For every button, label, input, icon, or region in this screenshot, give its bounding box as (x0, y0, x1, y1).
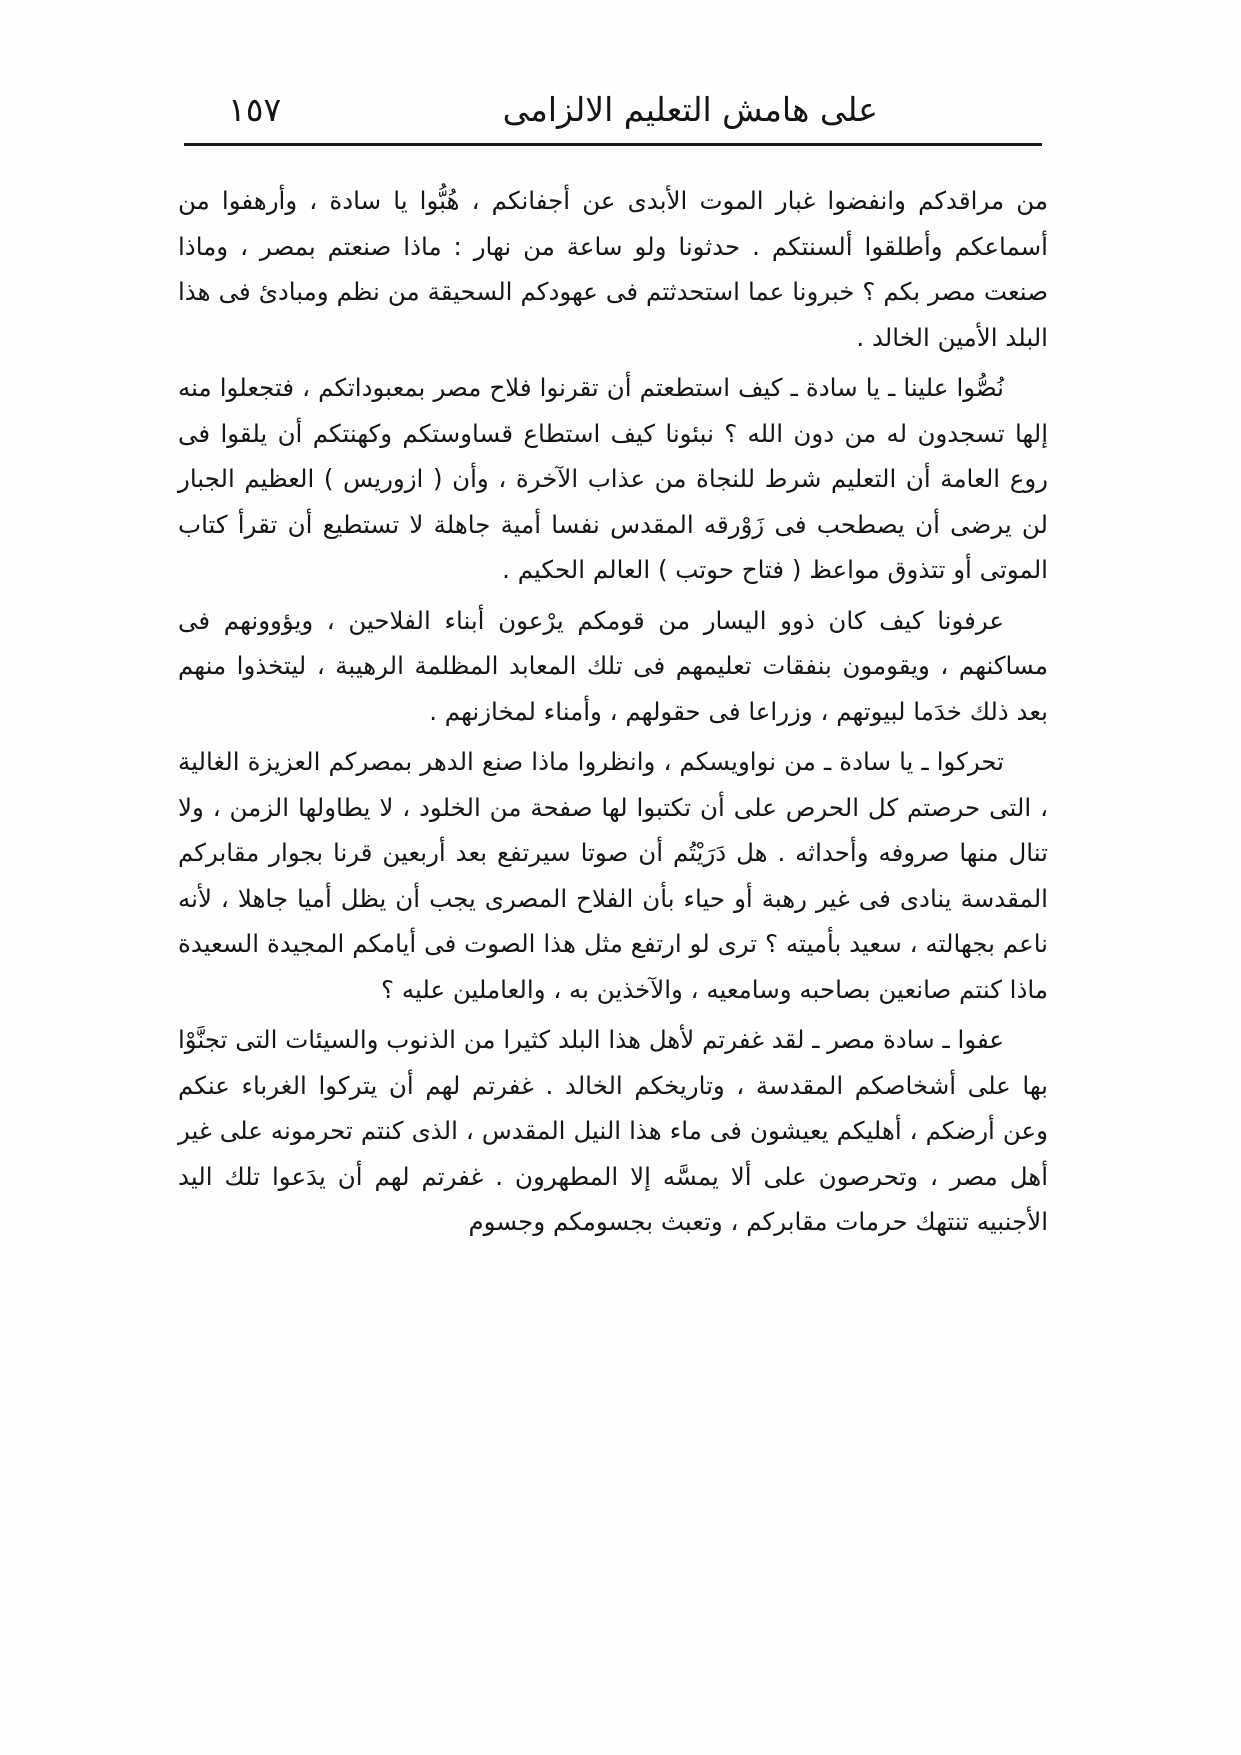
paragraph-2: نُصُّوا علينا ـ يا سادة ـ كيف استطعتم أن تقرنوا فلاح مصر بمعبوداتكم ، فتجعلوا منه إلها تسجدون له من دون الله ؟ نبئونا كيف استطاع قساوستكم وكهنتكم أن يلقوا فى روع العامة أن التعليم شرط للنجاة من عذاب الآخرة ، وأن ( ازوريس ) العظيم الجبار لن يرضى أن يصطحب فى زَوْرقه المقدس نفسا أمية جاهلة لا تستطيع أن تقرأ كتاب الموتى أو تتذوق مواعظ ( فتاح حوتب ) العالم الحكيم . (178, 373, 1048, 584)
running-title: على هامش التعليم الالزامى (502, 90, 878, 129)
paragraph-5: عفوا ـ سادة مصر ـ لقد غفرتم لأهل هذا البلد كثيرا من الذنوب والسيئات التى تجنَّوْا بها على أشخاصكم المقدسة ، وتاريخكم الخالد . غفرتم لهم أن يتركوا الغرباء عنكم وعن أرضكم ، أهليكم يعيشون فى ماء هذا النيل المقدس ، الذى كنتم تحرمونه على غير أهل مصر ، وتحرصون على ألا يمسَّه إلا المطهرون . غفرتم لهم أن يدَعوا تلك اليد الأجنبيه تنتهك حرمات مقابركم ، وتعبث بجسومكم وجسوم (178, 1025, 1048, 1236)
page-header (168, 86, 1038, 142)
page-number: ١٥٧ (228, 90, 282, 129)
paragraph-4: تحركوا ـ يا سادة ـ من نواويسكم ، وانظروا ماذا صنع الدهر بمصركم العزيزة الغالية ، التى حرصتم كل الحرص على أن تكتبوا لها صفحة من الخلود ، لا يطاولها الزمن ، ولا تنال منها صروفه وأحداثه . هل دَرَيْتُم أن صوتا سيرتفع بعد أربعين قرنا بجوار مقابركم المقدسة ينادى فى غير رهبة أو حياء بأن الفلاح المصرى يجب أن يظل أميا جاهلا ، لأنه ناعم بجهالته ، سعيد بأميته ؟ ترى لو ارتفع مثل هذا الصوت فى أيامكم المجيدة السعيدة ماذا كنتم صانعين بصاحبه وسامعيه ، والآخذين به ، والعاملين عليه ؟ (178, 747, 1048, 1004)
paragraph-3: عرفونا كيف كان ذوو اليسار من قومكم يرْعون أبناء الفلاحين ، ويؤوونهم فى مساكنهم ، ويقومون بنفقات تعليمهم فى تلك المعابد المظلمة الرهيبة ، ليتخذوا منهم بعد ذلك خدَما لبيوتهم ، وزراعا فى حقولهم ، وأمناء لمخازنهم . (178, 605, 1048, 726)
paragraph-1: من مراقدكم وانفضوا غبار الموت الأبدى عن أجفانكم ، هُبُّوا يا سادة ، وأرهفوا من أسماعكم وأطلقوا ألسنتكم . حدثونا ولو ساعة من نهار : ماذا صنعتم بمصر ، وماذا صنعت مصر بكم ؟ خبرونا عما استحدثتم فى عهودكم السحيقة من نظم ومبادئ فى هذا البلد الأمين الخالد . (178, 186, 1048, 352)
body-text (178, 178, 1048, 1250)
header-rule (184, 143, 1042, 146)
